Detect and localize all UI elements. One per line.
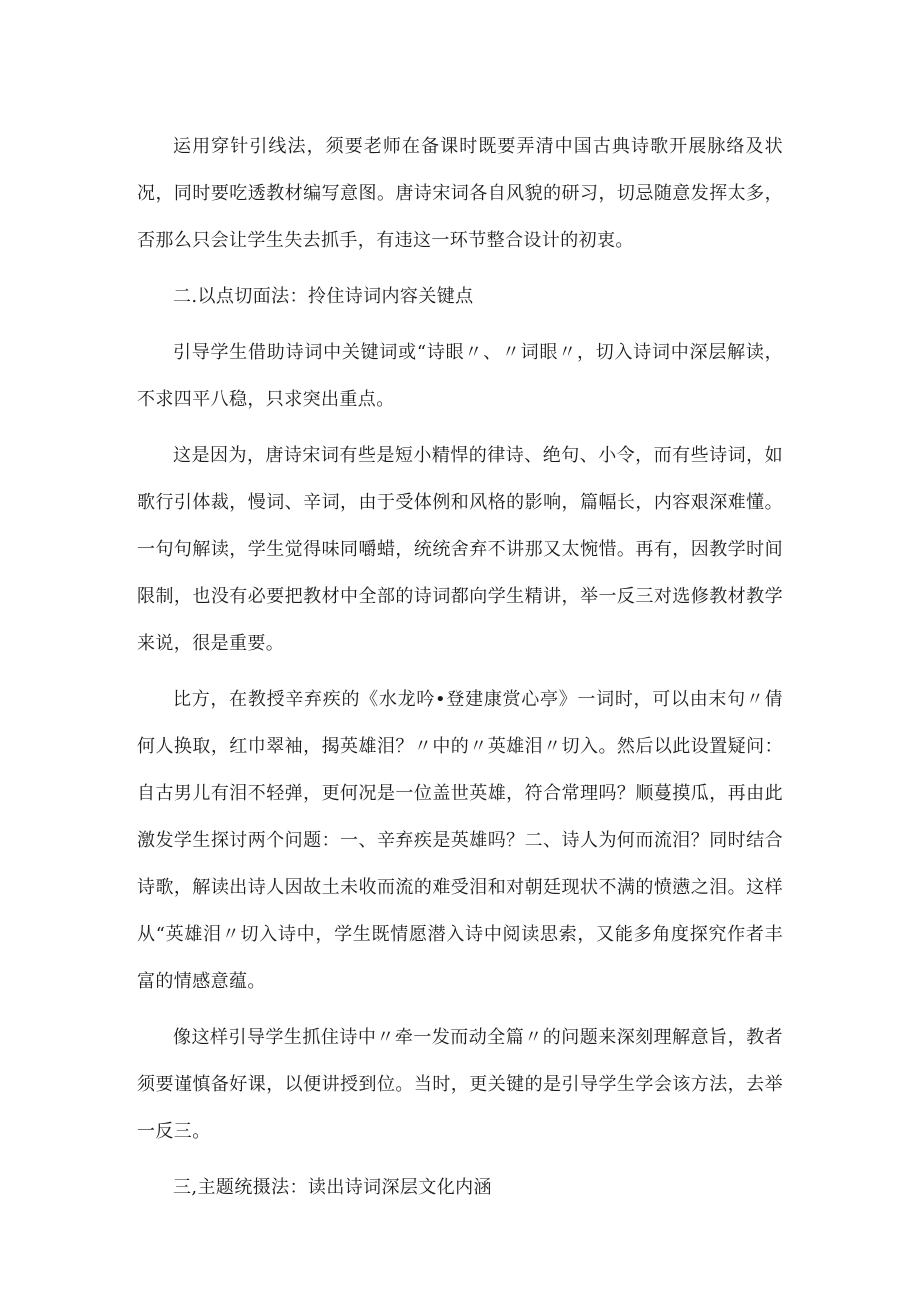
section-heading-2: 二.以点切面法：拎住诗词内容关键点 xyxy=(173,286,474,307)
paragraph-5: 像这样引导学生抓住诗中〃牵一发而动全篇〃的问题来深刻理解意旨，教者须要谨慎备好课，以便讲授到位。当时，更关键的是引导学生学会该方法，去举一反三。 xyxy=(137,1027,783,1142)
document-page xyxy=(137,123,783,1211)
paragraph-2: 引导学生借助诗词中关键词或“诗眼〃、〃词眼〃，切入诗词中深层解读，不求四平八稳，只求突出重点。 xyxy=(137,342,783,410)
paragraph-1: 运用穿针引线法，须要老师在备课时既要弄清中国古典诗歌开展脉络及状况，同时要吃透教材编写意图。唐诗宋词各自风貌的研习，切忌随意发挥太多，否那么只会让学生失去抓手，有违这一环节整合设计的初衷。 xyxy=(137,136,783,251)
paragraph-3: 这是因为，唐诗宋词有些是短小精悍的律诗、绝句、小令，而有些诗词，如歌行引体裁，慢词、辛词，由于受体例和风格的影响，篇幅长，内容艰深难懂。一句句解读，学生觉得味同嚼蜡，统统舍弃不讲那又太惋惜。再有，因教学时间限制，也没有必要把教材中全部的诗词都向学生精讲，举一反三对选修教材教学来说，很是重要。 xyxy=(137,445,783,654)
section-heading-3: 三,主题统摄法：读出诗词深层文化内涵 xyxy=(173,1177,492,1198)
paragraph-4: 比方，在教授辛弃疾的《水龙吟•登建康赏心亭》一词时，可以由末句〃倩何人换取，红巾翠袖，揭英雄泪？〃中的〃英雄泪〃切入。然后以此设置疑问：自古男儿有泪不轻弹，更何况是一位盖世英雄，符合常理吗？顺蔓摸瓜，再由此激发学生探讨两个问题：一、辛弃疾是英雄吗？二、诗人为何而流泪？同时结合诗歌，解读出诗人因故土未收而流的难受泪和对朝廷现状不满的愤懑之泪。这样从“英雄泪〃切入诗中，学生既情愿潜入诗中阅读思索，又能多角度探究作者丰富的情感意蕴。 xyxy=(137,689,783,992)
